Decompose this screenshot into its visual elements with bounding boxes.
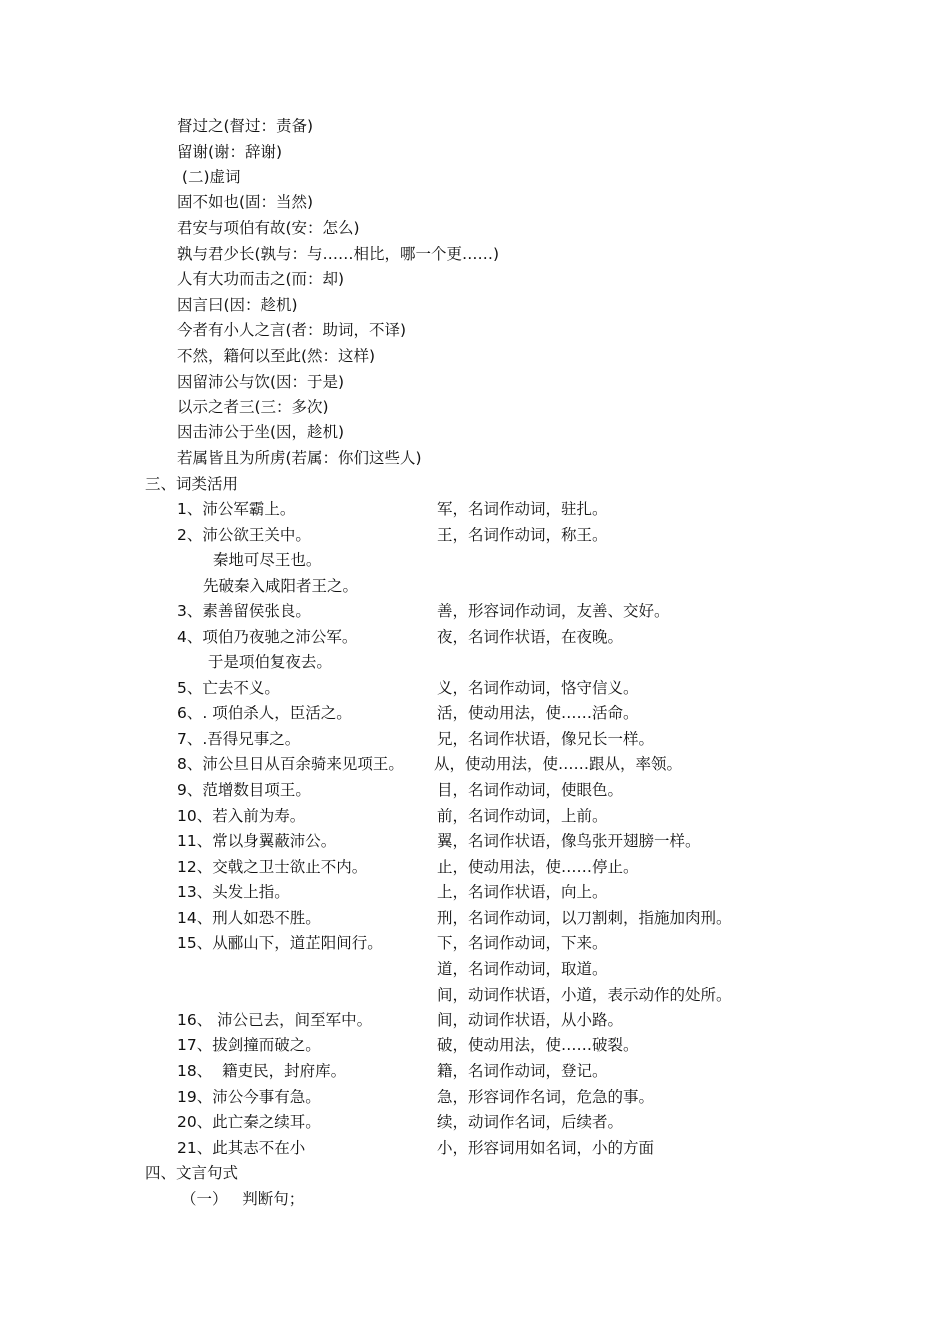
explanation: 下，名词作动词，下来。 <box>437 934 608 952</box>
note-line: 督过之(督过：责备) <box>177 117 314 135</box>
example-sentence: 14、刑人如恐不胜。 <box>177 909 321 927</box>
example-sentence: 11、常以身翼蔽沛公。 <box>177 832 337 850</box>
note-line: 不然，籍何以至此(然：这样) <box>177 347 376 365</box>
example-sentence: 18、 籍吏民，封府库。 <box>177 1062 347 1080</box>
example-sentence: 17、拔剑撞而破之。 <box>177 1036 321 1054</box>
explanation: 小，形容词用如名词，小的方面 <box>437 1139 655 1157</box>
note-line: 孰与君少长(孰与：与……相比，哪一个更……) <box>177 245 500 263</box>
subheading-function-words: (二)虚词 <box>177 168 241 186</box>
explanation: 夜，名词作状语，在夜晚。 <box>437 628 624 646</box>
explanation: 急，形容词作名词，危急的事。 <box>437 1088 655 1106</box>
note-line: 固不如也(固：当然) <box>177 193 314 211</box>
note-line: 人有大功而击之(而：却) <box>177 270 345 288</box>
explanation: 破，使动用法，使……破裂。 <box>437 1036 639 1054</box>
example-sentence: 10、若入前为寿。 <box>177 807 306 825</box>
note-line: 今者有小人之言(者：助词，不译) <box>177 321 407 339</box>
note-line: 留谢(谢：辞谢) <box>177 143 283 161</box>
explanation: 翼，名词作状语，像鸟张开翅膀一样。 <box>437 832 701 850</box>
explanation: 刑，名词作动词，以刀割刺，指施加肉刑。 <box>437 909 732 927</box>
explanation: 王，名词作动词，称王。 <box>437 526 608 544</box>
explanation: 上，名词作状语，向上。 <box>437 883 608 901</box>
section-heading: 四、文言句式 <box>145 1164 239 1182</box>
note-line: 若属皆且为所虏(若属：你们这些人) <box>177 449 422 467</box>
explanation: 军，名词作动词，驻扎。 <box>437 500 608 518</box>
explanation: 前，名词作动词，上前。 <box>437 807 608 825</box>
example-sentence: 3、素善留侯张良。 <box>177 602 311 620</box>
explanation: 续，动词作名词，后续者。 <box>437 1113 624 1131</box>
explanation: 义，名词作动词，恪守信义。 <box>437 679 639 697</box>
note-line: 因言曰(因：趁机) <box>177 296 298 314</box>
example-sentence: 12、交戟之卫士欲止不内。 <box>177 858 368 876</box>
explanation: 止，使动用法，使……停止。 <box>437 858 639 876</box>
note-line: 以示之者三(三：多次) <box>177 398 329 416</box>
example-sentence: 13、头发上指。 <box>177 883 290 901</box>
example-sentence: 7、.吾得兄事之。 <box>177 730 301 748</box>
explanation: 间，动词作状语，从小路。 <box>437 1011 624 1029</box>
example-sentence: 1、沛公军霸上。 <box>177 500 296 518</box>
explanation: 间，动词作状语，小道，表示动作的处所。 <box>437 986 732 1004</box>
note-line: 因留沛公与饮(因：于是) <box>177 373 345 391</box>
explanation: 从，使动用法，使……跟从，率领。 <box>434 755 683 773</box>
explanation: 籍，名词作动词，登记。 <box>437 1062 608 1080</box>
explanation: 道，名词作动词，取道。 <box>437 960 608 978</box>
example-sentence: 先破秦入咸阳者王之。 <box>203 577 359 595</box>
example-sentence: 21、此其志不在小 <box>177 1139 306 1157</box>
example-sentence: 8、沛公旦日从百余骑来见项王。 <box>177 755 404 773</box>
example-sentence: 2、沛公欲王关中。 <box>177 526 311 544</box>
example-sentence: 15、从郦山下，道芷阳间行。 <box>177 934 383 952</box>
example-sentence: 于是项伯复夜去。 <box>203 653 332 671</box>
explanation: 目，名词作动词，使眼色。 <box>437 781 624 799</box>
example-sentence: 秦地可尽王也。 <box>203 551 322 569</box>
example-sentence: 16、 沛公已去，间至军中。 <box>177 1011 373 1029</box>
note-line: 君安与项伯有故(安：怎么) <box>177 219 360 237</box>
explanation: 活，使动用法，使……活命。 <box>437 704 639 722</box>
example-sentence: 5、亡去不义。 <box>177 679 280 697</box>
note-line: 因击沛公于坐(因，趁机) <box>177 423 345 441</box>
explanation: 兄，名词作状语，像兄长一样。 <box>437 730 655 748</box>
example-sentence: 20、此亡秦之续耳。 <box>177 1113 321 1131</box>
example-sentence: 19、沛公今事有急。 <box>177 1088 321 1106</box>
explanation: 善，形容词作动词，友善、交好。 <box>437 602 670 620</box>
example-sentence: 9、范增数目项王。 <box>177 781 311 799</box>
section-heading: 三、词类活用 <box>145 475 239 493</box>
example-sentence: 4、项伯乃夜驰之沛公军。 <box>177 628 358 646</box>
example-sentence: 6、. 项伯杀人，臣活之。 <box>177 704 352 722</box>
subsection-heading: （一） 判断句； <box>181 1190 305 1208</box>
